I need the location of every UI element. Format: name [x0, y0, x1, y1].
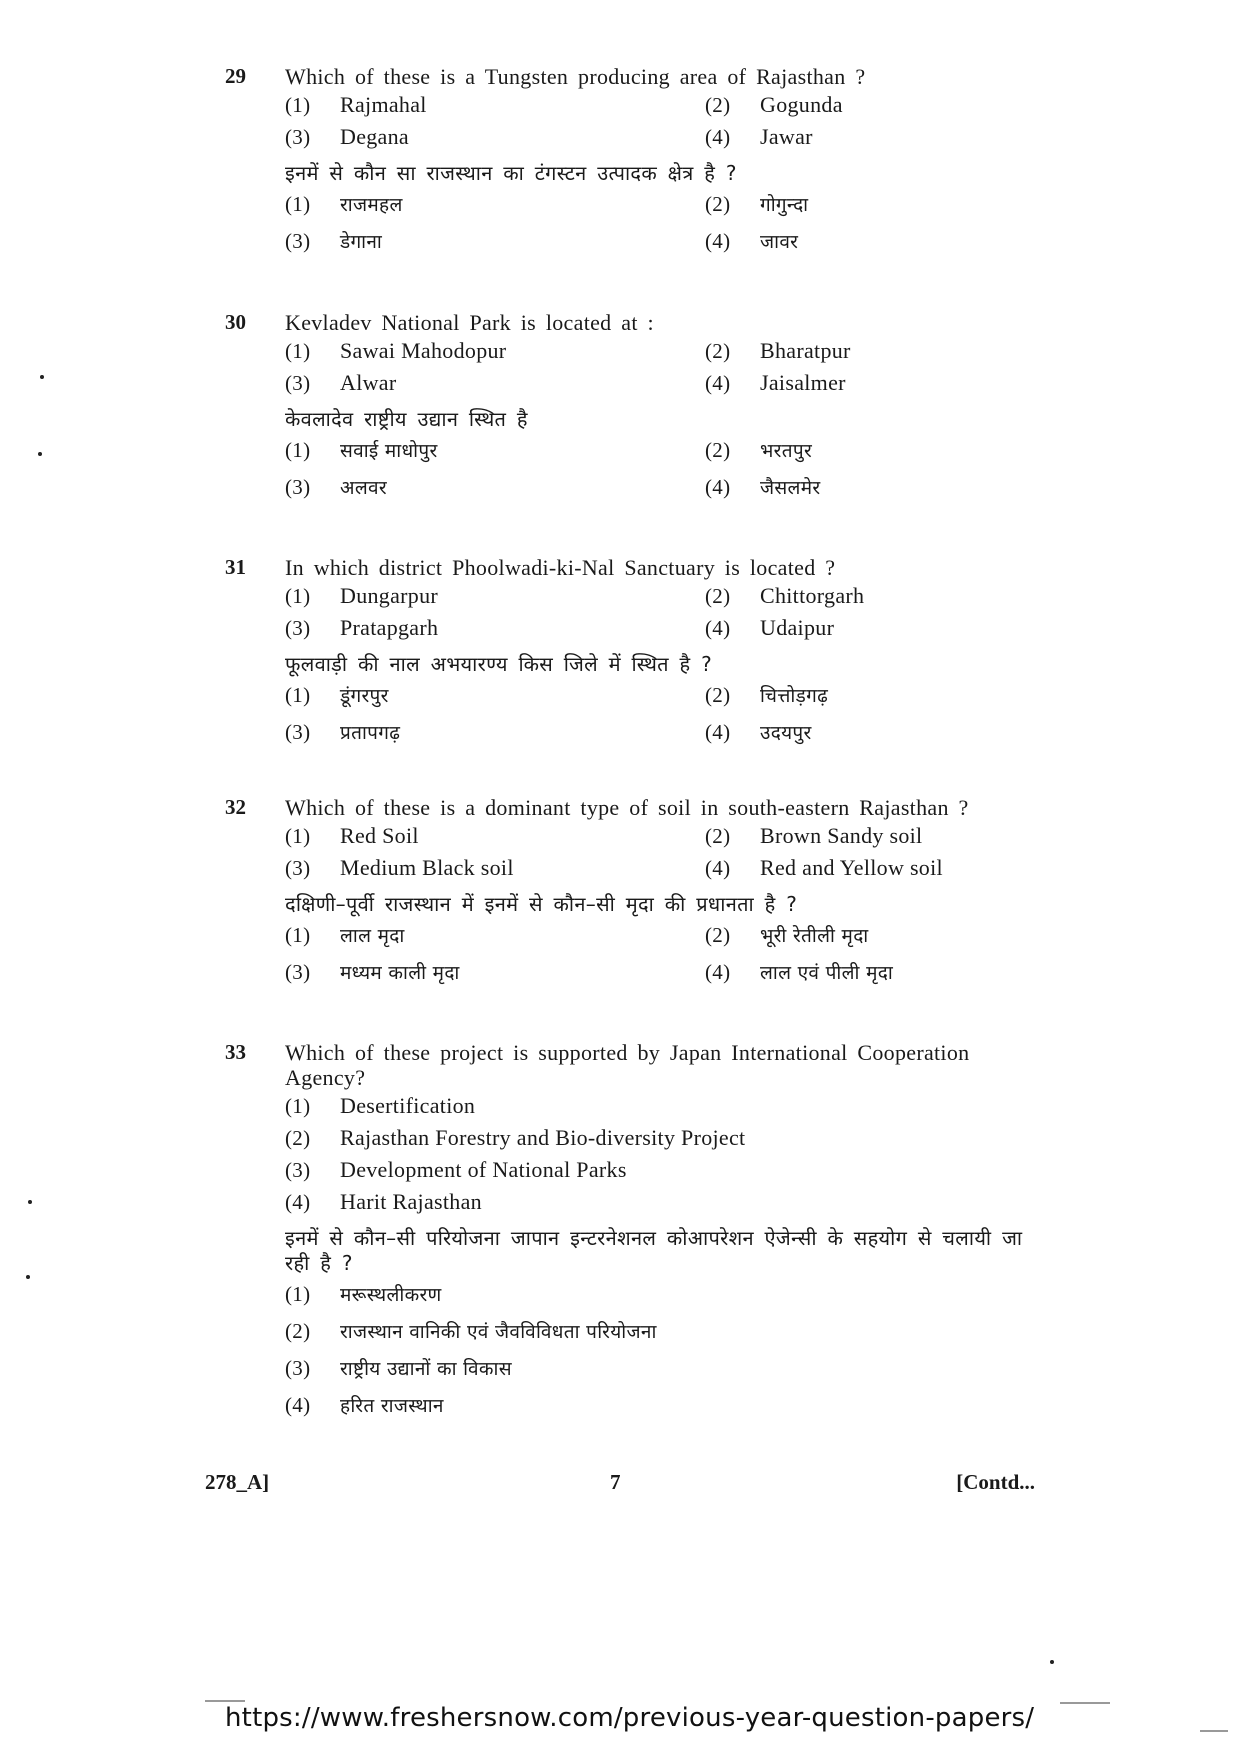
- question-text-en: Kevladev National Park is located at :: [285, 310, 654, 335]
- options-hi: [285, 917, 1055, 991]
- option-1: (1) Desertification: [285, 1093, 476, 1118]
- scan-smudge: [1200, 1730, 1228, 1732]
- options-en: [285, 335, 1055, 399]
- option-3: (3) Alwar: [285, 370, 397, 395]
- option-2: (2) राजस्थान वानिकी एवं जैवविविधता परियोजना: [285, 1319, 657, 1343]
- source-url: https://www.freshersnow.com/previous-year-question-papers/: [225, 1703, 1035, 1733]
- scan-speck: [28, 1200, 32, 1204]
- question-text-en: In which district Phoolwadi-ki-Nal Sanctuary is located ?: [285, 555, 836, 580]
- question-29: [225, 64, 1055, 260]
- option-1: (1) Sawai Mahodopur: [285, 338, 507, 363]
- question-number: 29: [225, 64, 246, 88]
- scan-smudge: [205, 1700, 245, 1702]
- option-4: (4) Udaipur: [705, 615, 835, 640]
- question-text-en: Which of these project is supported by Japan International Cooperation Agency?: [285, 1040, 970, 1090]
- scan-speck: [40, 375, 44, 379]
- question-32: [225, 795, 1055, 991]
- option-3: (3) डेगाना: [285, 229, 383, 253]
- question-text-hi: इनमें से कौन–सी परियोजना जापान इन्टरनेशनल कोआपरेशन ऐजेन्सी के सहयोग से चलायी जा रही है ?: [285, 1226, 1023, 1275]
- paper-code: 278_A]: [205, 1470, 270, 1494]
- option-4: (4) Jaisalmer: [705, 370, 846, 395]
- option-4: (4) लाल एवं पीली मृदा: [705, 960, 894, 984]
- continued-label: [Contd...: [956, 1470, 1035, 1494]
- options-hi: [285, 186, 1055, 260]
- option-2: (2) भरतपुर: [705, 438, 813, 462]
- option-2: (2) चित्तोड़गढ़: [705, 683, 829, 707]
- question-text-hi: फूलवाड़ी की नाल अभयारण्य किस जिले में स्थित है ?: [285, 652, 713, 676]
- option-2: (2) भूरी रेतीली मृदा: [705, 923, 869, 947]
- question-30: [225, 310, 1055, 506]
- question-text-en: Which of these is a Tungsten producing area of Rajasthan ?: [285, 64, 866, 89]
- option-4: (4) जैसलमेर: [705, 475, 821, 499]
- question-text-hi: केवलादेव राष्ट्रीय उद्यान स्थित है: [285, 407, 528, 431]
- question-number: 32: [225, 795, 246, 819]
- option-1: (1) Dungarpur: [285, 583, 439, 608]
- question-number: 30: [225, 310, 246, 334]
- option-4: (4) Jawar: [705, 124, 813, 149]
- scan-speck: [38, 452, 42, 456]
- options-en: [285, 89, 1055, 153]
- options-en: [285, 820, 1055, 884]
- option-3: (3) Medium Black soil: [285, 855, 514, 880]
- option-4: (4) हरित राजस्थान: [285, 1393, 444, 1417]
- option-2: (2) Brown Sandy soil: [705, 823, 923, 848]
- option-3: (3) Development of National Parks: [285, 1157, 627, 1182]
- option-3: (3) Degana: [285, 124, 409, 149]
- options-en: [285, 580, 1055, 644]
- option-2: (2) Gogunda: [705, 92, 843, 117]
- option-1: (1) राजमहल: [285, 192, 403, 216]
- option-1: (1) लाल मृदा: [285, 923, 405, 947]
- option-2: (2) Chittorgarh: [705, 583, 865, 608]
- option-4: (4) जावर: [705, 229, 799, 253]
- option-3: (3) प्रतापगढ़: [285, 720, 401, 744]
- option-4: (4) Harit Rajasthan: [285, 1189, 482, 1214]
- question-number: 31: [225, 555, 246, 579]
- option-1: (1) Red Soil: [285, 823, 419, 848]
- option-1: (1) डूंगरपुर: [285, 683, 389, 707]
- option-3: (3) Pratapgarh: [285, 615, 439, 640]
- option-2: (2) गोगुन्दा: [705, 192, 809, 216]
- scan-speck: [26, 1275, 30, 1279]
- option-3: (3) अलवर: [285, 475, 387, 499]
- option-4: (4) उदयपुर: [705, 720, 812, 744]
- scan-speck: [1050, 1660, 1054, 1664]
- option-2: (2) Bharatpur: [705, 338, 851, 363]
- option-2: (2) Rajasthan Forestry and Bio-diversity Project: [285, 1125, 746, 1150]
- question-text-en: Which of these is a dominant type of soil in south-eastern Rajasthan ?: [285, 795, 969, 820]
- question-text-hi: दक्षिणी–पूर्वी राजस्थान में इनमें से कौन–सी मृदा की प्रधानता है ?: [285, 892, 798, 916]
- options-hi: [285, 432, 1055, 506]
- question-33: [225, 1040, 1055, 1424]
- options-hi: [285, 1276, 1055, 1424]
- option-1: (1) सवाई माधोपुर: [285, 438, 438, 462]
- option-3: (3) राष्ट्रीय उद्यानों का विकास: [285, 1356, 512, 1380]
- option-4: (4) Red and Yellow soil: [705, 855, 943, 880]
- question-number: 33: [225, 1040, 246, 1064]
- option-1: (1) Rajmahal: [285, 92, 427, 117]
- page-number: 7: [610, 1470, 621, 1494]
- question-text-hi: इनमें से कौन सा राजस्थान का टंगस्टन उत्पादक क्षेत्र है ?: [285, 161, 737, 185]
- question-31: [225, 555, 1055, 751]
- option-1: (1) मरूस्थलीकरण: [285, 1282, 442, 1306]
- scan-smudge: [1060, 1702, 1110, 1704]
- options-hi: [285, 677, 1055, 751]
- options-en: [285, 1090, 1055, 1218]
- option-3: (3) मध्यम काली मृदा: [285, 960, 460, 984]
